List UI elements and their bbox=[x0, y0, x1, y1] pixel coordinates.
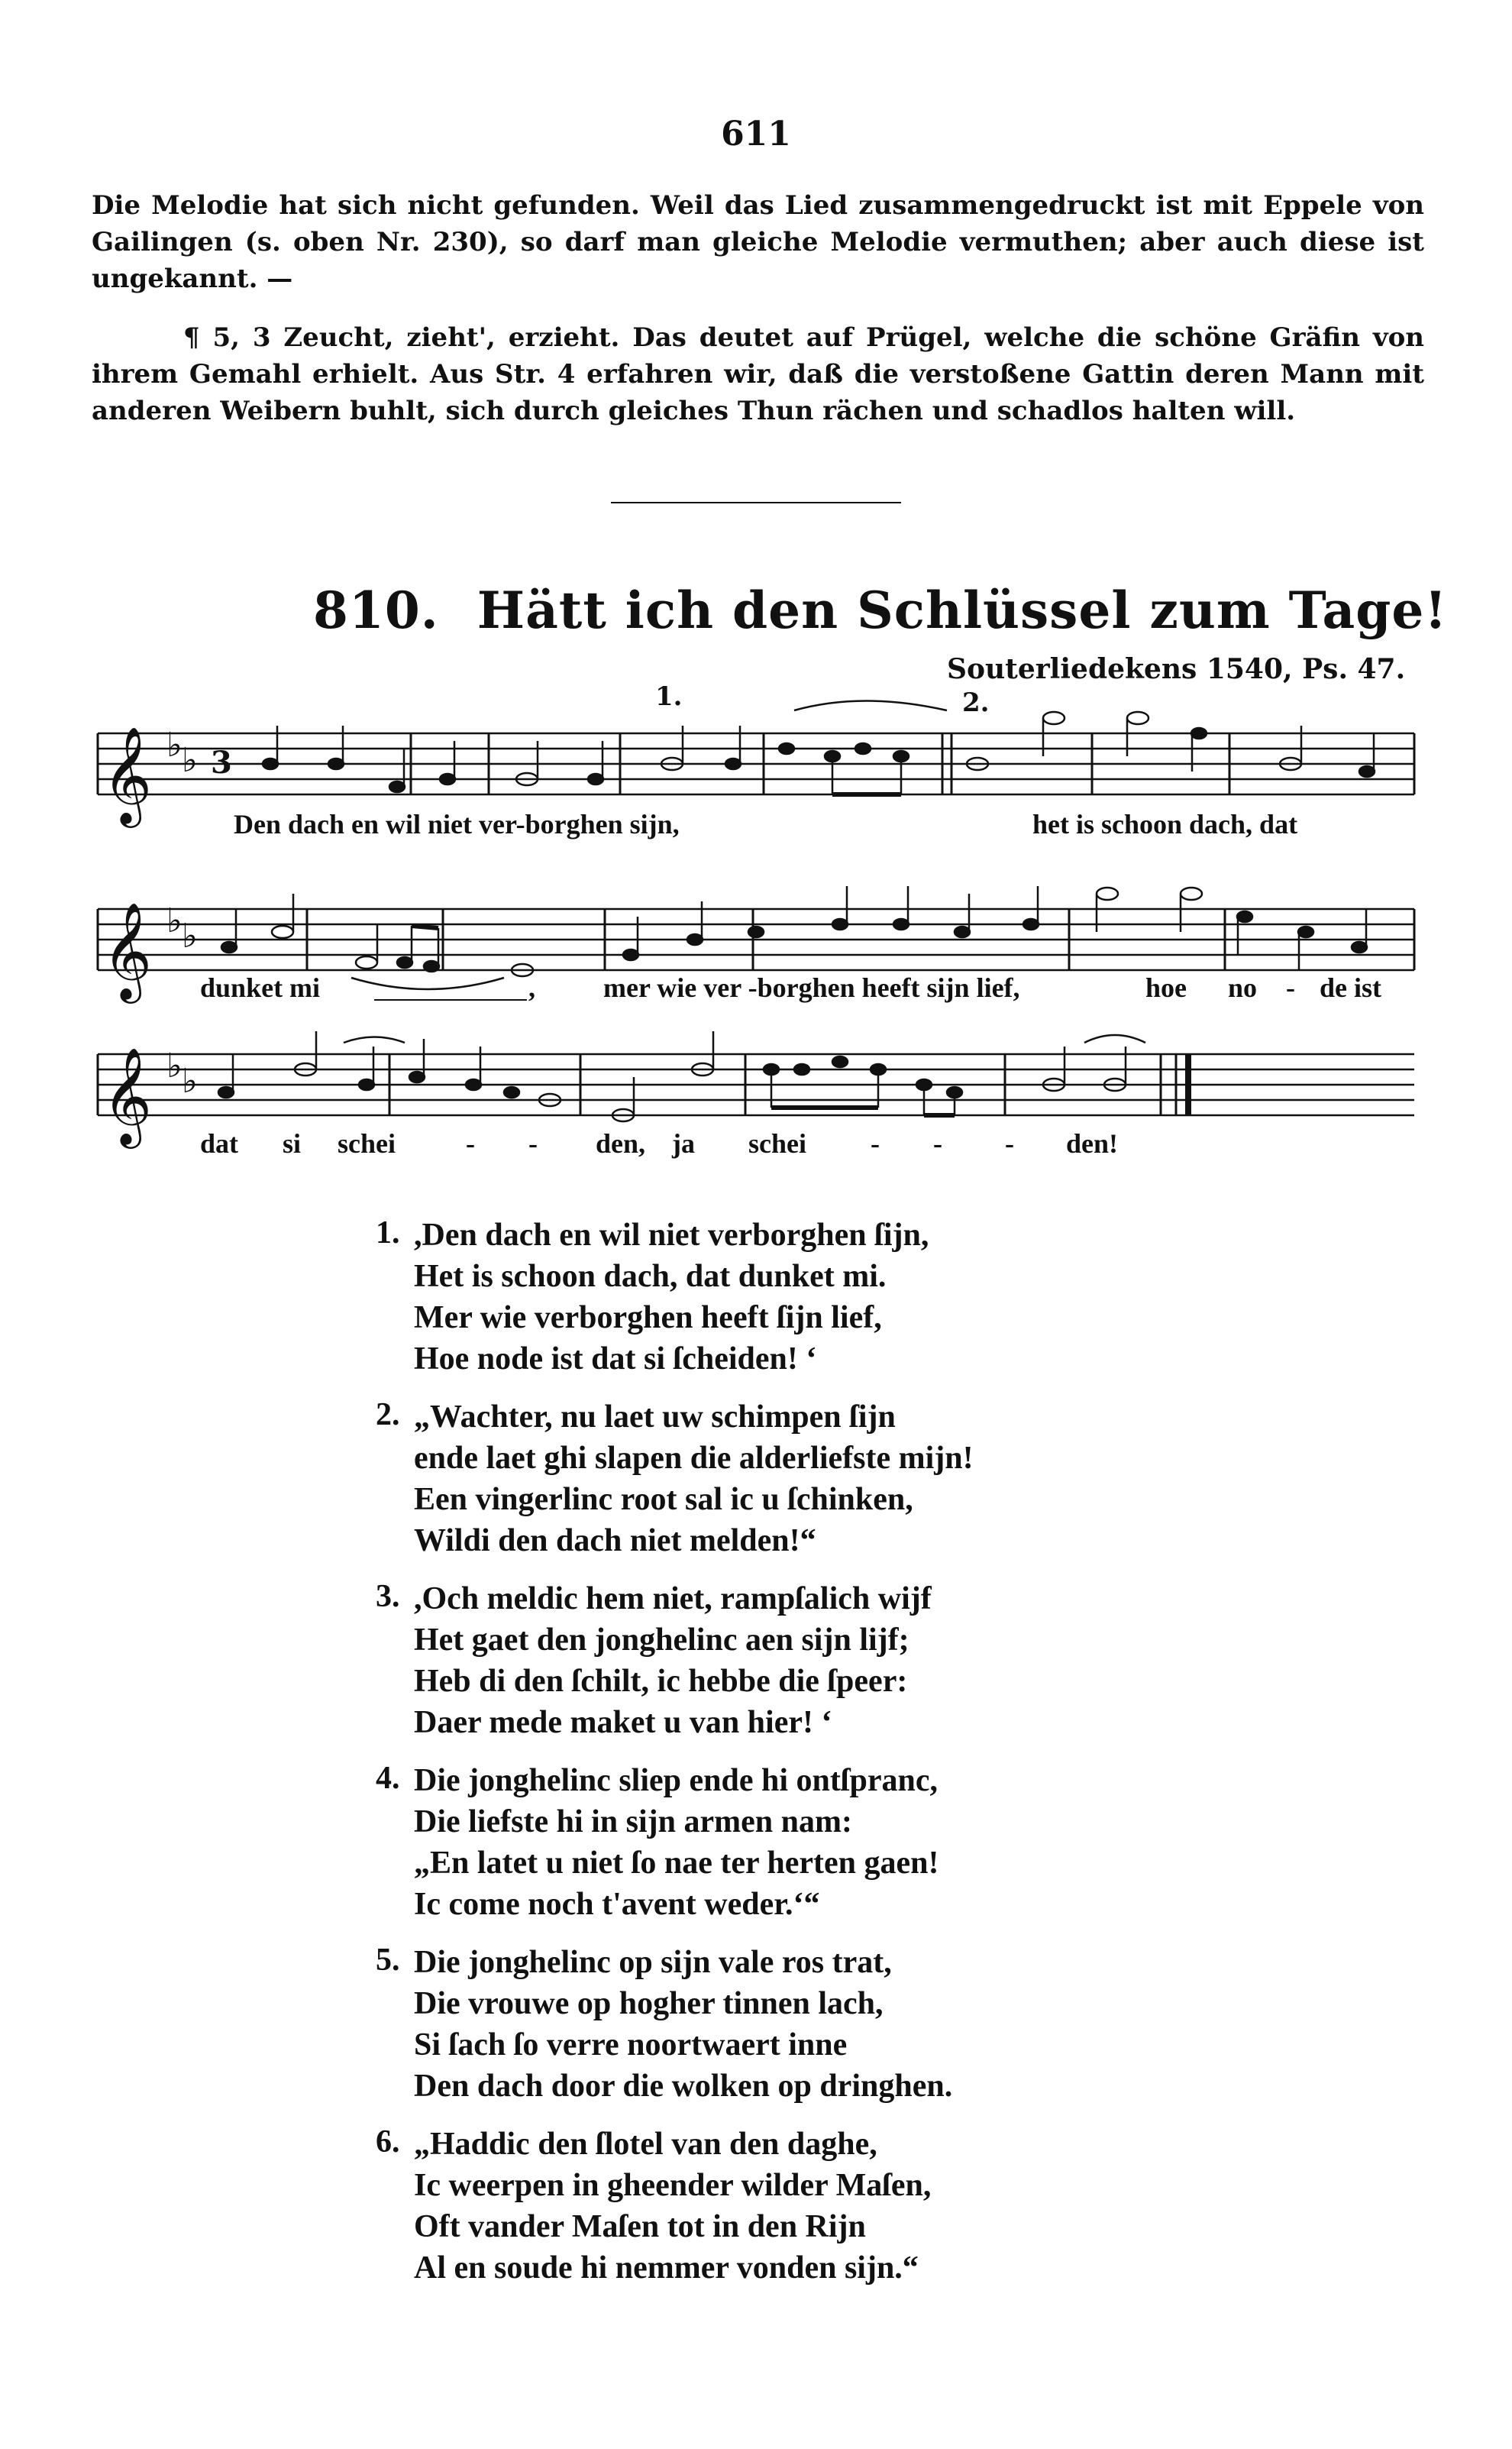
lyrics-system-2-comma bbox=[528, 972, 535, 1004]
stanza-line: Al en soude hi nemmer vonden sijn.“ bbox=[414, 2250, 919, 2286]
stanza bbox=[376, 1578, 974, 1743]
stanza-number: 6. bbox=[376, 2124, 400, 2159]
svg-text:𝄞: 𝄞 bbox=[102, 901, 153, 999]
stanza bbox=[376, 1760, 974, 1925]
stanza bbox=[376, 2124, 974, 2289]
stanza-line: Daer mede maket u van hier! ‘ bbox=[414, 1705, 832, 1740]
lyrics-system-1 bbox=[234, 808, 680, 840]
lyric-segment: dunket mi bbox=[200, 972, 321, 1003]
stanza-line: Het is schoon dach, dat dunket mi. bbox=[414, 1259, 887, 1294]
stanza-list bbox=[376, 1215, 974, 2305]
lyrics-system-2-e bbox=[1286, 972, 1295, 1004]
lyrics-system-2 bbox=[200, 972, 320, 1004]
stanza-line: ,Den dach en wil niet verborghen ſijn, bbox=[414, 1218, 929, 1253]
stanza-line: „Wachter, nu laet uw schimpen ſijn bbox=[414, 1399, 896, 1435]
lyric-segment: - bbox=[466, 1128, 475, 1159]
lyric-segment: ja bbox=[672, 1128, 695, 1159]
lyric-segment: no bbox=[1228, 972, 1258, 1003]
lyric-segment: - bbox=[933, 1128, 942, 1159]
stanza-number: 5. bbox=[376, 1943, 400, 1978]
stanza bbox=[376, 1215, 974, 1380]
lyric-segment: den! bbox=[1066, 1128, 1119, 1159]
stanza-line: Si ſach ſo verre noortwaert inne bbox=[414, 2027, 848, 2062]
svg-text:3: 3 bbox=[211, 745, 232, 781]
stanza-line: Die liefste hi in sijn armen nam: bbox=[414, 1804, 852, 1839]
lyric-segment: het is schoon dach, dat bbox=[1032, 809, 1298, 840]
lyric-segment: - bbox=[1286, 972, 1295, 1003]
lyrics-system-2-b bbox=[603, 972, 1020, 1004]
svg-text:𝄞: 𝄞 bbox=[102, 726, 153, 823]
stanza-line: Die jonghelinc op sijn vale ros trat, bbox=[414, 1945, 892, 1980]
lyric-segment: den, bbox=[596, 1128, 646, 1159]
song-number: 810. bbox=[313, 581, 439, 640]
lyrics-system-2-f bbox=[1320, 972, 1381, 1004]
stanza-line: Oft vander Maſen tot in den Rijn bbox=[414, 2209, 866, 2244]
lyric-segment: dat bbox=[200, 1128, 239, 1159]
stanza-line: Die jonghelinc sliep ende hi ontſpranc, bbox=[414, 1763, 939, 1798]
lyric-segment: - bbox=[871, 1128, 880, 1159]
volta-2-label: 2. bbox=[962, 687, 990, 718]
lyric-segment: Den dach en wil niet ver-borghen sijn, bbox=[234, 809, 680, 840]
lyrics-system-2-d bbox=[1228, 972, 1257, 1004]
lyric-segment: si bbox=[283, 1128, 302, 1159]
svg-text:𝄞: 𝄞 bbox=[102, 1047, 153, 1144]
stanza-line: Een vingerlinc root sal ic u ſchinken, bbox=[414, 1482, 913, 1517]
stanza-line: Den dach door die wolken op dringhen. bbox=[414, 2069, 953, 2104]
lyric-segment: , bbox=[528, 972, 535, 1003]
lyric-segment: - bbox=[1005, 1128, 1014, 1159]
stanza-line: ende laet ghi slapen die alderliefste mijn! bbox=[414, 1441, 974, 1476]
stanza-line: Heb di den ſchilt, ic hebbe die ſpeer: bbox=[414, 1664, 908, 1699]
stanza-number: 4. bbox=[376, 1761, 400, 1796]
lyric-segment: de ist bbox=[1320, 972, 1381, 1003]
stanza-line: Wildi den dach niet melden!“ bbox=[414, 1523, 816, 1558]
stanza-line: „Haddic den ſlotel van den daghe, bbox=[414, 2127, 877, 2162]
lyrics-system-2-c bbox=[1145, 972, 1187, 1004]
svg-text:♭: ♭ bbox=[166, 726, 183, 765]
page-number: 611 bbox=[721, 115, 791, 154]
stanza-line: Mer wie verborghen heeft ſijn lief, bbox=[414, 1300, 882, 1335]
stanza-number: 1. bbox=[376, 1215, 400, 1250]
svg-text:♭: ♭ bbox=[182, 917, 198, 956]
song-source: Souterliedekens 1540, Ps. 47. bbox=[947, 653, 1406, 685]
stanza-line: ,Och meldic hem niet, rampſalich wijf bbox=[414, 1581, 932, 1616]
commentary-text: Die Melodie hat sich nicht gefunden. Weil das Lied zusammengedruckt ist mit Eppele von Gailingen (s. oben Nr. 230), so darf man gleiche Melodie vermuthen; aber auch diese ist ungekannt. — bbox=[92, 190, 1424, 294]
lyric-segment: - bbox=[528, 1128, 538, 1159]
lyric-segment: mer wie ver -borghen heeft sijn lief, bbox=[603, 972, 1020, 1003]
stanza-number: 3. bbox=[376, 1579, 400, 1614]
lyric-segment: schei bbox=[338, 1128, 396, 1159]
stanza-line: Het gaet den jonghelinc aen sijn lijf; bbox=[414, 1622, 909, 1658]
stanza-number: 2. bbox=[376, 1397, 400, 1432]
svg-text:♭: ♭ bbox=[166, 1047, 183, 1085]
stanza-line: Ic come noch t'avent weder.‘“ bbox=[414, 1887, 820, 1922]
stanza-line: „En latet u niet ſo nae ter herten gaen! bbox=[414, 1846, 939, 1881]
lyric-segment: hoe bbox=[1145, 972, 1187, 1003]
stanza bbox=[376, 1942, 974, 2107]
svg-text:♭: ♭ bbox=[182, 1062, 198, 1101]
svg-text:♭: ♭ bbox=[182, 741, 198, 780]
stanza-line: Hoe node ist dat si ſcheiden! ‘ bbox=[414, 1341, 817, 1377]
music-notation bbox=[0, 0, 1512, 1207]
commentary-text: ¶ 5, 3 Zeucht, zieht', erzieht. Das deutet auf Prügel, welche die schöne Gräfin von ihrem Gemahl erhielt. Aus Str. 4 erfahren wir, daß die verstoßene Gattin deren Mann mit anderen Weibern buhlt, sich durch gleiches Thun rächen und schadlos halten will. bbox=[92, 322, 1424, 426]
lyric-melisma-line bbox=[374, 999, 527, 1001]
lyric-segment: schei bbox=[748, 1128, 806, 1159]
stanza-line: Ic weerpen in gheender wilder Maſen, bbox=[414, 2168, 932, 2203]
song-title: Hätt ich den Schlüssel zum Tage! bbox=[477, 581, 1448, 640]
volta-1-label: 1. bbox=[655, 681, 683, 712]
lyrics-system-1-continued bbox=[1032, 808, 1297, 840]
stanza bbox=[376, 1396, 974, 1561]
stanza-line: Die vrouwe op hogher tinnen lach, bbox=[414, 1986, 884, 2021]
svg-text:♭: ♭ bbox=[166, 901, 183, 940]
